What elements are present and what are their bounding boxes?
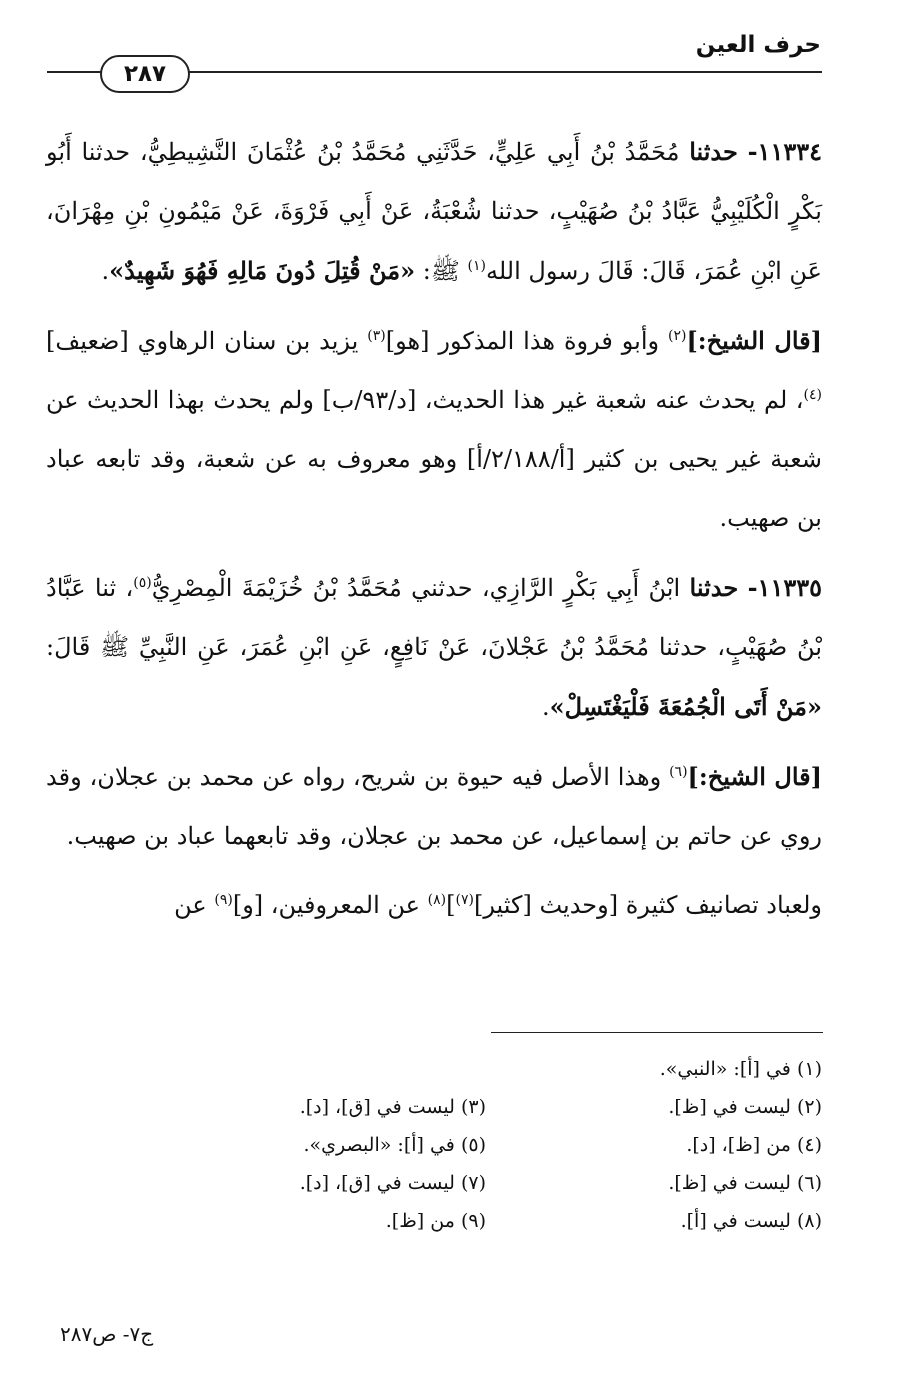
shaykh-comment-2 [46, 747, 822, 866]
footnote-text: ليست في [ظ]. [668, 1172, 791, 1194]
page-number: ٢٨٧ [123, 60, 167, 87]
footnote-number: (٧) [460, 1172, 486, 1194]
comment-text: ، لم يحدث عنه شعبة غير هذا الحديث، [د/٩٣/ب] ولم يحدث بهذا الحديث عن شعبة غير يحيى بن كثير [أ/٢/١٨٨/أ] وهو معروف به عن شعبة، وقد تابعه عباد بن صهيب. [46, 386, 822, 532]
volume-page-reference: ج٧- ص٢٨٧ [60, 1322, 154, 1346]
footnote-2 [536, 1088, 822, 1126]
closing-text: عن [174, 891, 215, 919]
footnote-ref[interactable]: (٥) [133, 575, 152, 591]
footnote-ref[interactable]: (٧) [455, 892, 474, 908]
footnote-3 [200, 1088, 486, 1126]
footnote-text: ليست في [أ]. [680, 1210, 791, 1232]
period: . [101, 257, 110, 285]
footnote-number: (١) [796, 1058, 822, 1080]
isnad-text: مُحَمَّدُ بْنُ أَبِي عَلِيٍّ، حَدَّثَنِي مُحَمَّدُ بْنُ عُثْمَانَ النَّشِيطِيُّ، حدثنا أَبُو بَكْرٍ الْكُلَيْبِيُّ عَبَّادُ بْنُ صُهَيْبٍ، حدثنا شُعْبَةُ، عَنْ أَبِي فَرْوَةَ، عَنْ مَيْمُونِ بْنِ مِهْرَانَ، عَنِ ابْنِ عُمَرَ، قَالَ: قَالَ رسول الله [46, 138, 822, 285]
comment-text: وأبو فروة هذا المذكور [هو] [385, 327, 668, 355]
isnad-text: ابْنُ أَبِي بَكْرٍ الرَّازِي، حدثني مُحَمَّدُ بْنُ خُزَيْمَةَ الْمِصْرِيُّ [151, 574, 681, 602]
footnote-8 [536, 1202, 822, 1240]
footnote-rule [491, 1032, 823, 1033]
hadith-11334 [46, 122, 822, 301]
shaykh-comment-1 [46, 311, 822, 548]
hadith-number: ١١٣٣٥- [747, 573, 822, 602]
page-number-badge [100, 55, 190, 93]
footnote-number: (٢) [796, 1096, 822, 1118]
isnad-text: ، ثنا عَبَّادُ بْنُ صُهَيْبٍ، حدثنا مُحَمَّدُ بْنُ عَجْلانَ، عَنْ نَافِعٍ، عَنِ ابْنِ عُمَرَ، عَنِ النَّبِيِّ ﷺ قَالَ: [46, 574, 822, 661]
hadith-number: ١١٣٣٤- [747, 137, 822, 166]
main-text [46, 122, 822, 945]
footnote-ref[interactable]: (١) [467, 258, 486, 274]
footnote-text: ليست في [ق]، [د]. [299, 1172, 455, 1194]
footnotes [200, 1050, 822, 1240]
footnote-text: في [أ]: «البصري». [303, 1134, 455, 1156]
footnote-ref[interactable]: (٨) [427, 892, 447, 908]
footnote-number: (٤) [796, 1134, 822, 1156]
hadith-matn: «مَنْ أَتَى الْجُمُعَةَ فَلْيَغْتَسِلْ» [549, 692, 822, 721]
footnote-text: ليست في [ق]، [د]. [299, 1096, 455, 1118]
footnote-ref[interactable]: (٢) [667, 328, 687, 344]
salawat-text: ﷺ: [415, 257, 460, 285]
closing-text: عن المعروفين، [و] [232, 891, 428, 919]
hadith-opener: حدثنا [689, 573, 739, 602]
section-title: حرف العين [695, 32, 821, 58]
comment-text: وهذا الأصل فيه حيوة بن شريح، رواه عن محمد بن عجلان، وقد روي عن حاتم بن إسماعيل، عن محمد بن عجلان، وقد تابعهما عباد بن صهيب. [46, 763, 822, 850]
footnote-text: من [ظ]، [د]. [686, 1134, 791, 1156]
footnote-text: ليست في [ظ]. [668, 1096, 791, 1118]
footnote-text: في [أ]: «النبي». [659, 1058, 791, 1080]
footnote-4 [536, 1126, 822, 1164]
footnote-number: (٩) [460, 1210, 486, 1232]
footnote-9 [200, 1202, 486, 1240]
comment-text: يزيد بن سنان الرهاوي [ضعيف] [46, 327, 368, 355]
footnote-ref[interactable]: (٣) [367, 328, 386, 344]
footnote-ref[interactable]: (٤) [803, 387, 822, 403]
footnote-number: (٦) [796, 1172, 822, 1194]
footnote-ref[interactable]: (٩) [214, 892, 233, 908]
shaykh-label: [قال الشيخ:] [686, 326, 822, 355]
footnote-text: من [ظ]. [385, 1210, 455, 1232]
hadith-11335 [46, 558, 822, 737]
footnote-6 [536, 1164, 822, 1202]
shaykh-label: [قال الشيخ:] [687, 762, 822, 791]
footnote-number: (٨) [796, 1210, 822, 1232]
closing-paragraph [46, 876, 822, 935]
closing-text: ] [446, 891, 456, 919]
footnote-1 [200, 1050, 822, 1088]
period: . [541, 693, 550, 721]
footnote-ref[interactable]: (٦) [669, 764, 688, 780]
hadith-matn: «مَنْ قُتِلَ دُونَ مَالِهِ فَهُوَ شَهِيدٌ» [109, 256, 416, 285]
footnote-5 [200, 1126, 486, 1164]
footnote-number: (٣) [460, 1096, 486, 1118]
closing-text: ولعباد تصانيف كثيرة [وحديث [كثير] [473, 891, 822, 919]
footnote-7 [200, 1164, 486, 1202]
hadith-opener: حدثنا [689, 137, 738, 166]
footnote-number: (٥) [460, 1134, 486, 1156]
